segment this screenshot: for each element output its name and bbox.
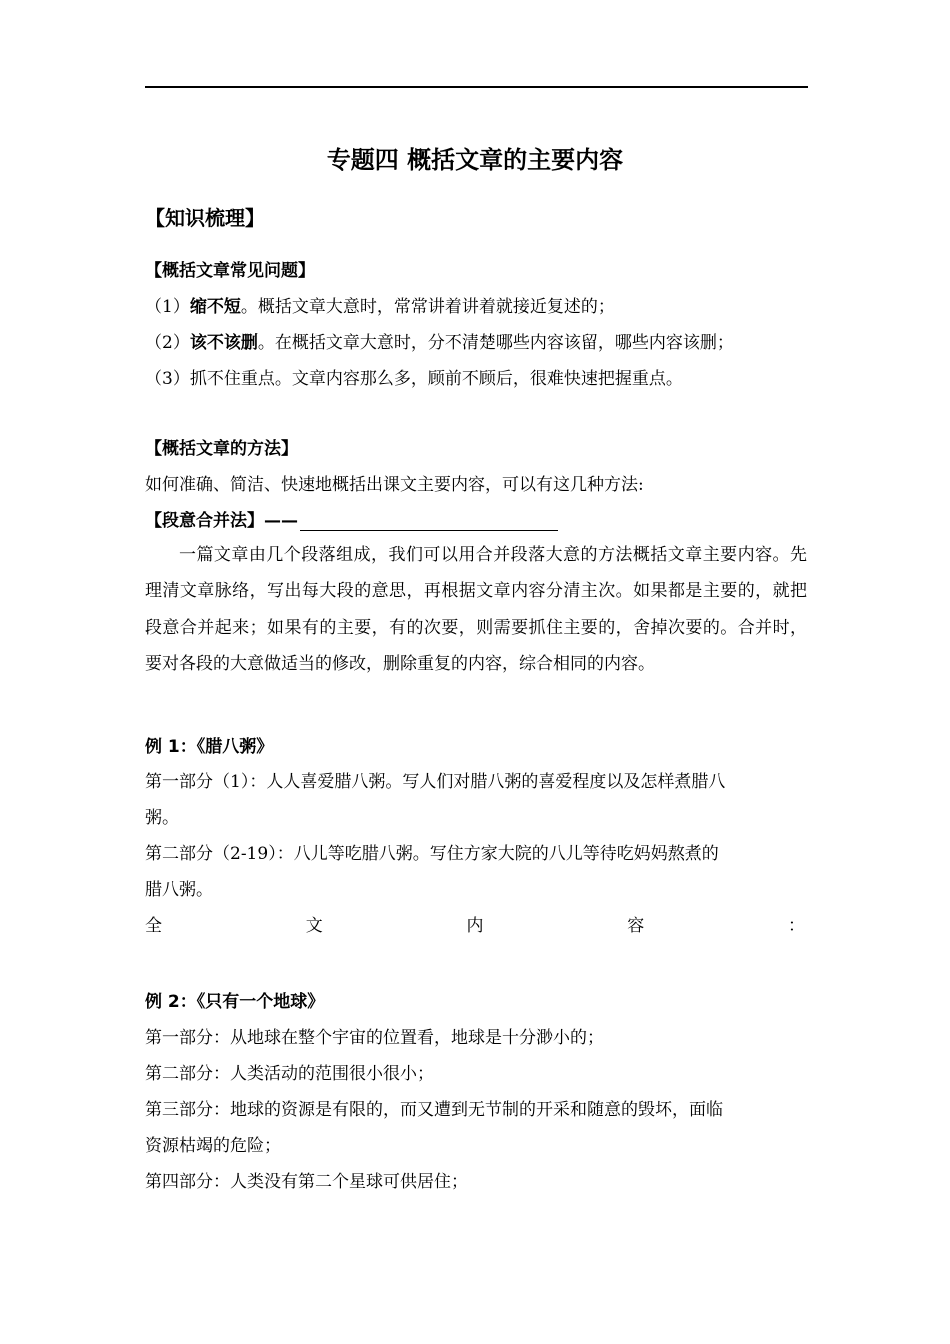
example2-line-5: 第四部分：人类没有第二个星球可供居住；: [145, 1172, 468, 1192]
summary-char: 内: [466, 916, 484, 936]
problem-2-prefix: （2）: [145, 333, 190, 353]
summary-char: 文: [305, 916, 323, 936]
example2-line-4: 资源枯竭的危险；: [145, 1136, 281, 1156]
summary-char: ：: [788, 916, 805, 936]
problem-item-2: [145, 328, 734, 353]
section-heading: 【知识梳理】: [145, 206, 265, 230]
fill-in-blank[interactable]: [300, 512, 558, 531]
example1-line-2: 粥。: [145, 808, 179, 828]
common-problems-heading: 【概括文章常见问题】: [145, 261, 315, 281]
problem-2-text: 。在概括文章大意时，分不清楚哪些内容该留，哪些内容该删；: [257, 333, 734, 353]
example1-summary-prompt: [145, 911, 805, 936]
problem-2-keyword: 该不该删: [189, 333, 258, 353]
method1-label: 【段意合并法】——: [145, 511, 298, 531]
example2-line-2: 第二部分：人类活动的范围很小很小；: [145, 1064, 434, 1084]
example1-line-4: 腊八粥。: [145, 880, 213, 900]
problem-1-prefix: （1）: [145, 297, 190, 317]
summary-char: 容: [627, 916, 645, 936]
example1-line-1: 第一部分（1）：人人喜爱腊八粥。写人们对腊八粥的喜爱程度以及怎样煮腊八: [145, 772, 726, 792]
example2-line-1: 第一部分：从地球在整个宇宙的位置看，地球是十分渺小的；: [145, 1028, 604, 1048]
example1-line-3: 第二部分（2-19）：八儿等吃腊八粥。写住方家大院的八儿等待吃妈妈熬煮的: [145, 844, 719, 864]
page-title: 专题四 概括文章的主要内容: [326, 146, 624, 174]
header-rule: [145, 86, 808, 88]
example2-line-3: 第三部分：地球的资源是有限的，而又遭到无节制的开采和随意的毁坏，面临: [145, 1100, 723, 1120]
methods-heading: 【概括文章的方法】: [145, 439, 298, 459]
problem-1-text: 。概括文章大意时，常常讲着讲着就接近复述的；: [240, 297, 615, 317]
method1-row: [145, 506, 558, 531]
example1-heading: 例 1：《腊八粥》: [145, 737, 274, 757]
problem-item-3: [145, 364, 683, 389]
problem-item-1: [145, 292, 615, 317]
problem-3-prefix: （3）: [145, 369, 190, 389]
summary-char: 全: [145, 916, 162, 936]
method1-paragraph: 一篇文章由几个段落组成，我们可以用合并段落大意的方法概括文章主要内容。先理清文章脉络，写出每大段的意思，再根据文章内容分清主次。如果都是主要的，就把段意合并起来；如果有的主要，有的次要，则需要抓住主要的，舍掉次要的。合并时，要对各段的大意做适当的修改，删除重复的内容，综合相同的内容。: [145, 545, 807, 675]
methods-intro: 如何准确、简洁、快速地概括出课文主要内容，可以有这几种方法:: [145, 475, 644, 495]
problem-1-keyword: 缩不短: [189, 297, 241, 317]
example2-heading: 例 2：《只有一个地球》: [145, 992, 325, 1012]
problem-3-text: 抓不住重点。文章内容那么多，顾前不顾后，很难快速把握重点。: [189, 369, 683, 389]
